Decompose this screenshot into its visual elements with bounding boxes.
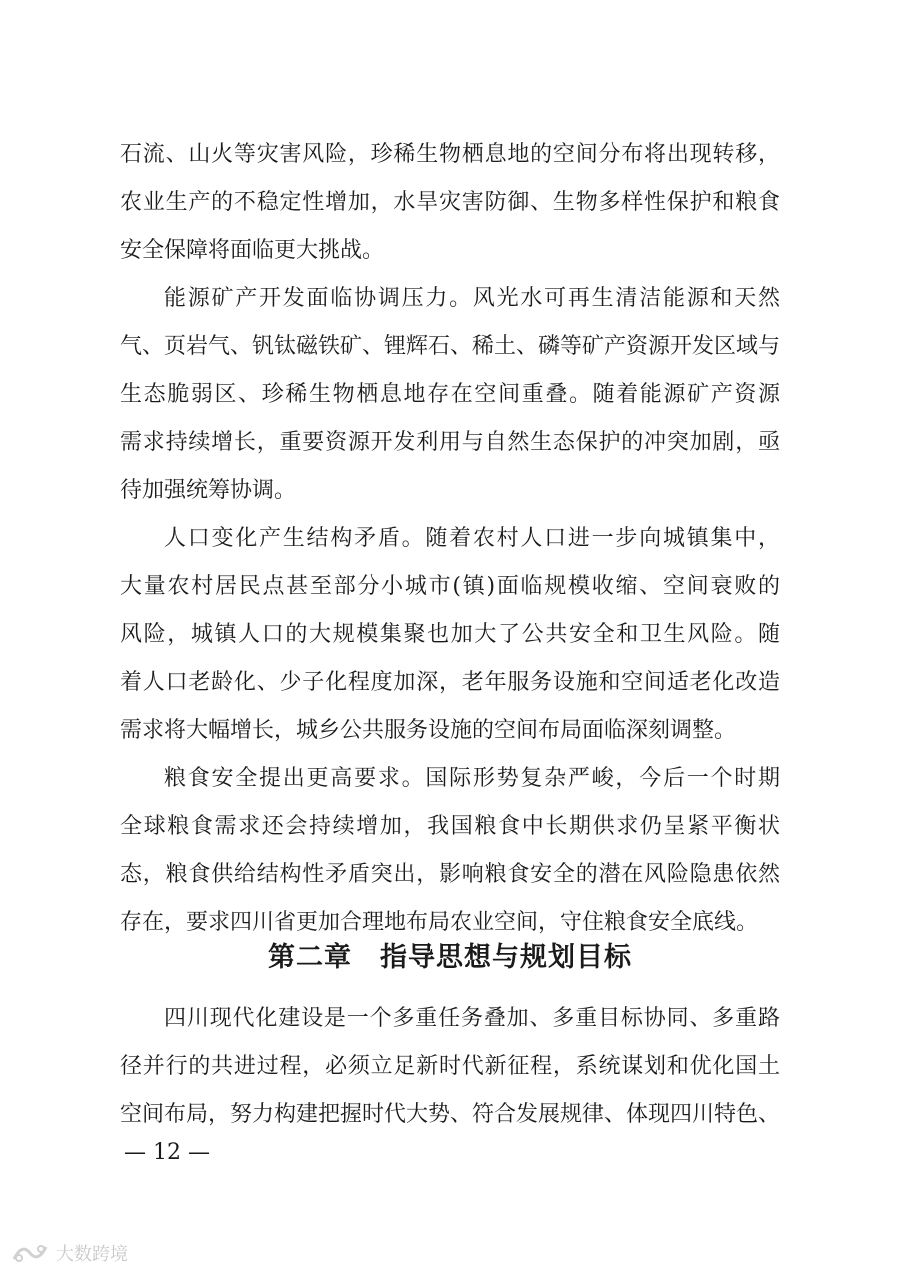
paragraph-first-line: 四川现代化建设是一个多重任务叠加、多重目标协同、多重路	[164, 1006, 780, 1031]
body-line: 着人口老龄化、少子化程度加深，老年服务设施和空间适老化改造	[120, 670, 780, 695]
watermark	[10, 1240, 128, 1266]
body-line: 待加强统筹协调。	[120, 478, 297, 503]
body-line: 空间布局，努力构建把握时代大势、符合发展规律、体现四川特色、	[120, 1102, 781, 1127]
watermark-text: 大数跨境	[56, 1244, 128, 1265]
body-line: 大量农村居民点甚至部分小城市(镇)面临规模收缩、空间衰败的	[120, 574, 780, 599]
paragraph-heading-line: 能源矿产开发面临协调压力。风光水可再生清洁能源和天然	[164, 286, 780, 311]
chapter-title: 第二章 指导思想与规划目标	[268, 942, 632, 973]
page-number: — 12 —	[124, 1140, 210, 1165]
body-line: 风险，城镇人口的大规模集聚也加大了公共安全和卫生风险。随	[120, 622, 780, 647]
watermark-logo-icon	[10, 1241, 50, 1265]
body-line: 径并行的共进过程，必须立足新时代新征程，系统谋划和优化国土	[120, 1054, 780, 1079]
body-line: 需求持续增长，重要资源开发利用与自然生态保护的冲突加剧，亟	[120, 430, 780, 455]
body-line: 石流、山火等灾害风险，珍稀生物栖息地的空间分布将出现转移，	[120, 142, 780, 167]
paragraph-heading-line: 人口变化产生结构矛盾。随着农村人口进一步向城镇集中，	[164, 526, 780, 551]
paragraph-heading-line: 粮食安全提出更高要求。国际形势复杂严峻，今后一个时期	[164, 766, 780, 791]
body-line: 全球粮食需求还会持续增加，我国粮食中长期供求仍呈紧平衡状	[120, 814, 780, 839]
body-line: 态，粮食供给结构性矛盾突出，影响粮食安全的潜在风险隐患依然	[120, 862, 780, 887]
body-line: 需求将大幅增长，城乡公共服务设施的空间布局面临深刻调整。	[120, 718, 737, 743]
body-line: 农业生产的不稳定性增加，水旱灾害防御、生物多样性保护和粮食	[120, 190, 780, 215]
body-line: 气、页岩气、钒钛磁铁矿、锂辉石、稀土、磷等矿产资源开发区域与	[120, 334, 781, 359]
body-line: 安全保障将面临更大挑战。	[120, 238, 385, 263]
body-line: 存在，要求四川省更加合理地布局农业空间，守住粮食安全底线。	[120, 910, 759, 935]
body-line: 生态脆弱区、珍稀生物栖息地存在空间重叠。随着能源矿产资源	[120, 382, 780, 407]
